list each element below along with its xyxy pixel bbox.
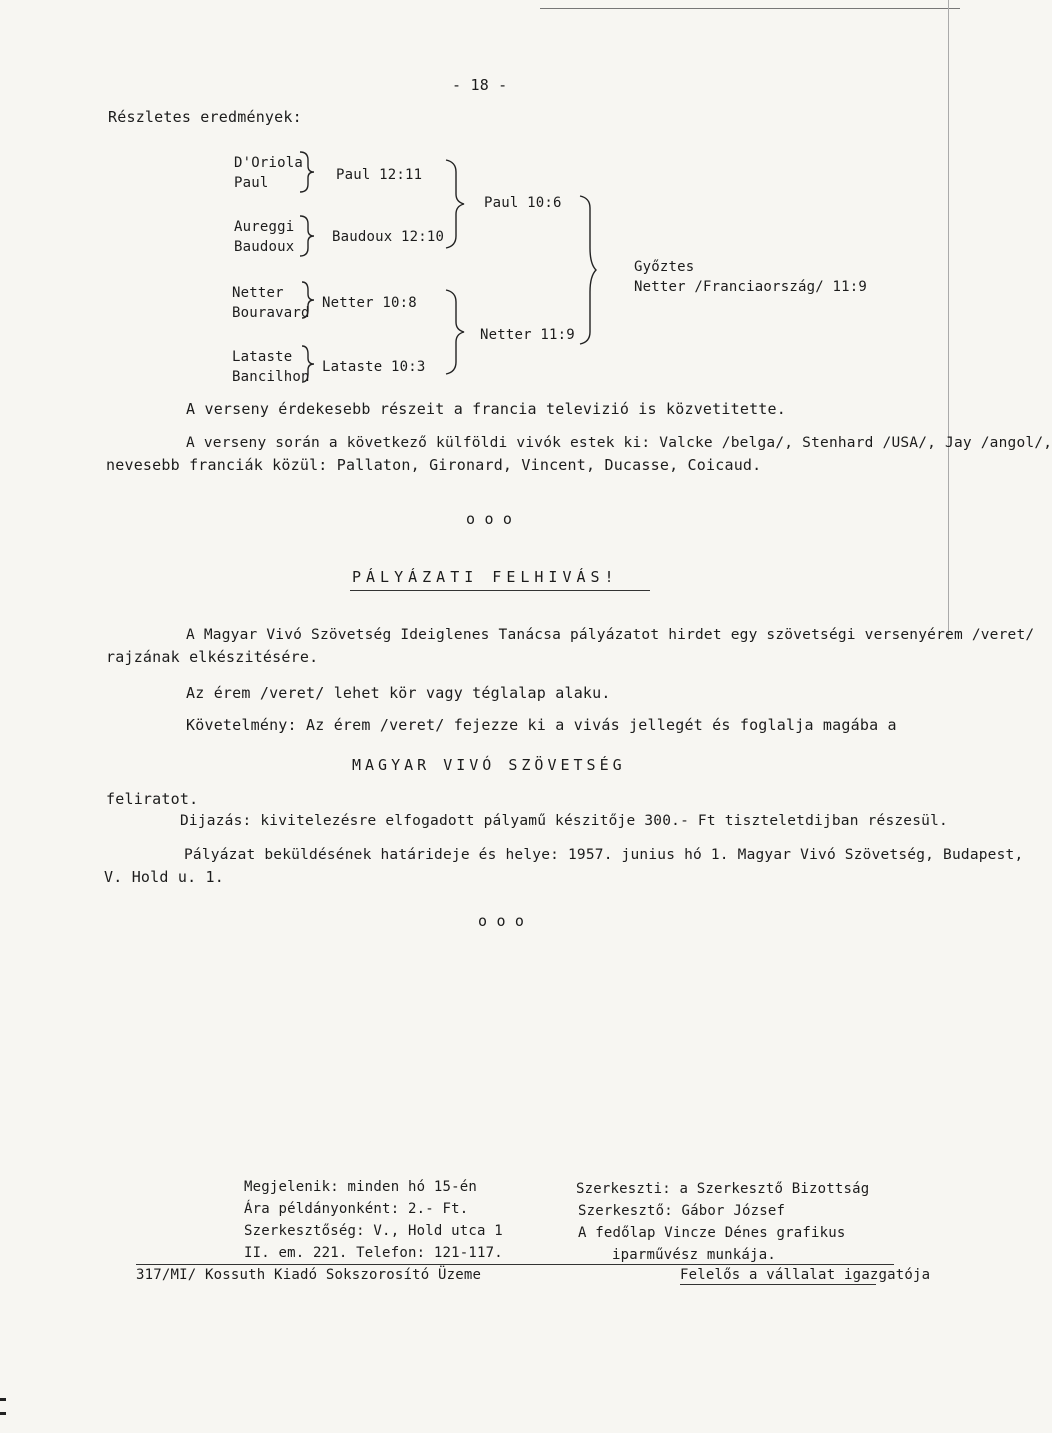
footer-right-line2: Szerkesztő: Gábor József [578, 1203, 786, 1219]
winner-result: Netter /Franciaország/ 11:9 [634, 279, 867, 295]
footer-bottom-left: 317/MI/ Kossuth Kiadó Sokszorosító Üzeme [136, 1267, 482, 1283]
separator-1: o o o [466, 510, 513, 528]
brace-pair-2 [300, 216, 314, 256]
call-paragraph-1-line2: rajzának elkészitésére. [106, 648, 319, 666]
result-paul-10-6: Paul 10:6 [484, 195, 562, 211]
player-baudoux: Baudoux [234, 239, 295, 255]
scan-mark-left [0, 1398, 6, 1401]
paragraph-foreign-line2: nevesebb franciák közül: Pallaton, Gironard, Vincent, Ducasse, Coicaud. [106, 456, 762, 474]
winner-label: Győztes [634, 259, 695, 275]
player-bouravard: Bouravard [232, 305, 310, 321]
player-aureggi: Aureggi [234, 219, 295, 235]
footer-right-line1: Szerkeszti: a Szerkesztő Bizottság [576, 1181, 870, 1197]
player-doriola: D'Oriola [234, 155, 304, 171]
call-center-text: MAGYAR VIVÓ SZÖVETSÉG [352, 756, 626, 774]
scan-mark-left-2 [0, 1412, 6, 1415]
result-lataste-10-3: Lataste 10:3 [322, 359, 426, 375]
footer-right-line3: A fedőlap Vincze Dénes grafikus [578, 1225, 846, 1241]
page-number: - 18 - [452, 76, 508, 94]
brace-pair-1 [300, 152, 314, 192]
player-netter: Netter [232, 285, 284, 301]
player-lataste: Lataste [232, 349, 293, 365]
call-title-underline [350, 590, 650, 591]
footer-right-line4: iparművész munkája. [612, 1247, 776, 1263]
footer-left-line3: Szerkesztőség: V., Hold utca 1 [244, 1223, 503, 1239]
result-paul-12-11: Paul 12:11 [336, 167, 423, 183]
call-paragraph-4: Dijazás: kivitelezésre elfogadott pályamű készitője 300.- Ft tiszteletdijban részesül. [180, 813, 948, 829]
footer-left-line1: Megjelenik: minden hó 15-én [244, 1179, 477, 1195]
footer-left-line4: II. em. 221. Telefon: 121-117. [244, 1245, 503, 1261]
bracket-braces [0, 0, 960, 420]
result-netter-11-9: Netter 11:9 [480, 327, 575, 343]
brace-semi-1 [446, 160, 464, 248]
call-paragraph-3-end: feliratot. [106, 790, 199, 808]
footer-bottom-right: Felelős a vállalat igazgatója [680, 1267, 931, 1283]
player-paul: Paul [234, 175, 269, 191]
player-bancilhon: Bancilhon [232, 369, 310, 385]
call-paragraph-3: Követelmény: Az érem /veret/ fejezze ki a vivás jellegét és foglalja magába a [186, 716, 897, 734]
footer-rule [136, 1264, 894, 1265]
call-paragraph-5-line1: Pályázat beküldésének határideje és helye: 1957. junius hó 1. Magyar Vivó Szövetség, Budapest, [184, 847, 1024, 863]
result-netter-10-8: Netter 10:8 [322, 295, 417, 311]
call-paragraph-2: Az érem /veret/ lehet kör vagy téglalap alaku. [186, 684, 611, 702]
footer-left-line2: Ára példányonként: 2.- Ft. [244, 1201, 469, 1217]
brace-final [580, 196, 596, 344]
brace-pair-4 [302, 346, 314, 382]
section-title: Részletes eredmények: [108, 108, 302, 126]
brace-semi-2 [446, 290, 464, 374]
footer-bottom-right-underline [680, 1284, 876, 1285]
paragraph-television: A verseny érdekesebb részeit a francia televizió is közvetitette. [186, 400, 786, 418]
separator-2: o o o [478, 912, 525, 930]
paragraph-foreign-line1: A verseny során a következő külföldi vivók estek ki: Valcke /belga/, Stenhard /USA/, Jay /angol/, [186, 435, 1052, 451]
call-paragraph-1-line1: A Magyar Vivó Szövetség Ideiglenes Tanácsa pályázatot hirdet egy szövetségi versenyérem /veret/ [186, 627, 1035, 643]
result-baudoux-12-10: Baudoux 12:10 [332, 229, 445, 245]
call-title: PÁLYÁZATI FELHIVÁS! [352, 568, 619, 586]
brace-pair-3 [302, 282, 314, 318]
call-paragraph-5-line2: V. Hold u. 1. [104, 868, 224, 886]
